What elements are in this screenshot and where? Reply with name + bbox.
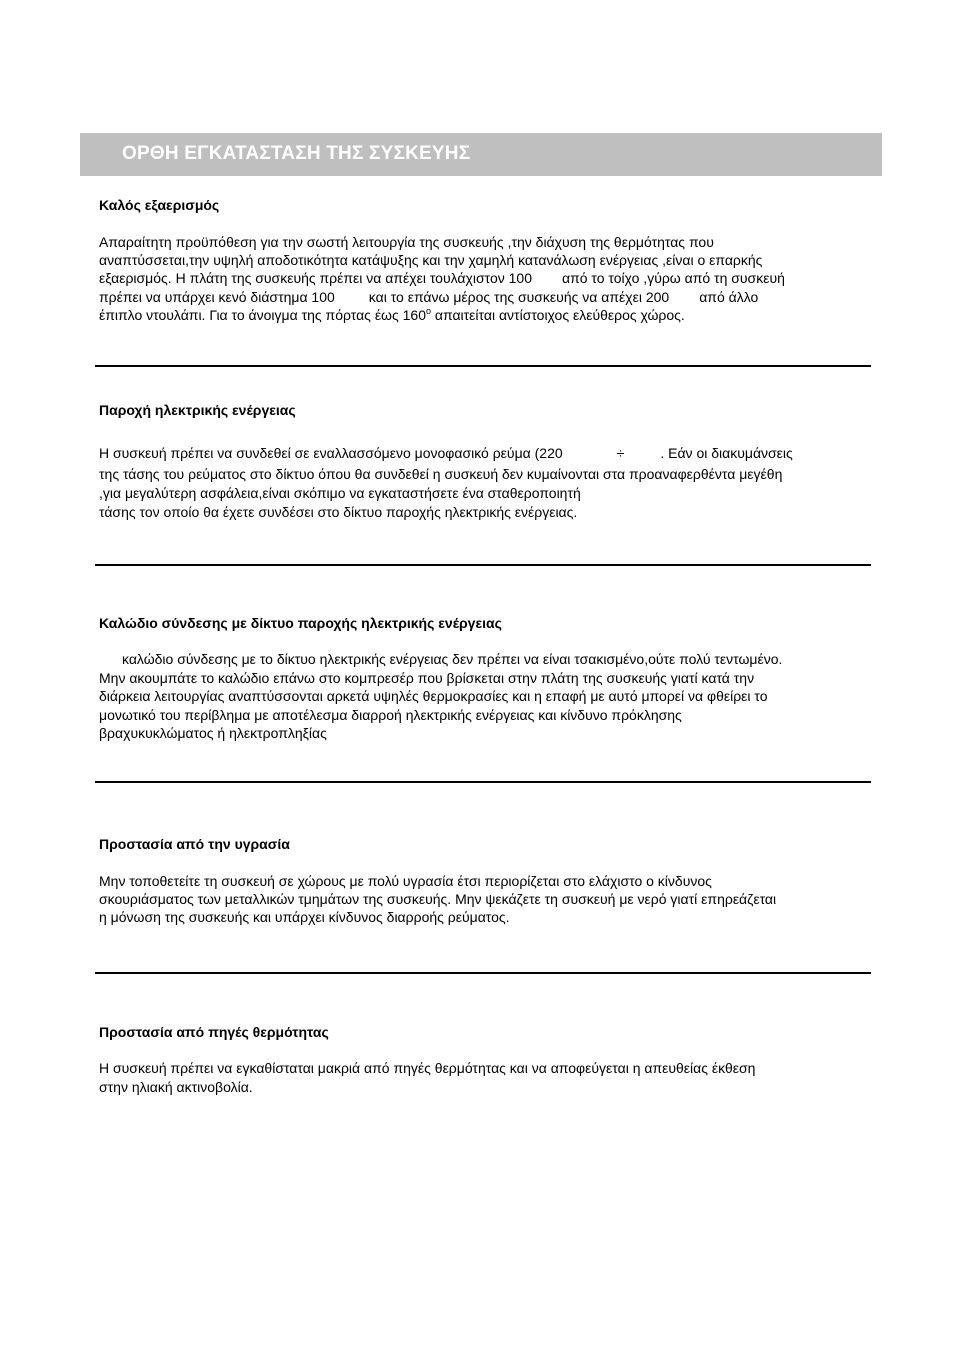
- section-heading-cable: Καλώδιο σύνδεσης με δίκτυο παροχής ηλεκτρικής ενέργειας: [99, 615, 502, 631]
- page-title: ΟΡΘΗ ΕΓΚΑΤΑΣΤΑΣΗ ΤΗΣ ΣΥΣΚΕΥΗΣ: [122, 143, 471, 164]
- text-fragment: Η συσκευή πρέπει να συνδεθεί σε εναλλασσόμενο μονοφασικό ρεύμα (220: [99, 445, 563, 461]
- text-fragment: από το τοίχο ,γύρω από τη συσκευή: [561, 270, 785, 286]
- text-line: ,για μεγαλύτερη ασφάλεια,είναι σκόπιμο να εγκαταστήσετε ένα σταθεροποιητή: [99, 485, 581, 501]
- text-fragment: . Εάν οι διακυμάνσεις: [660, 445, 793, 461]
- text-line: η μόνωση της συσκευής και υπάρχει κίνδυνος διαρροής ρεύματος.: [99, 909, 510, 925]
- text-line: [99, 288, 758, 306]
- text-line: στην ηλιακή ακτινοβολία.: [99, 1079, 253, 1095]
- text-fragment: από άλλο: [699, 289, 759, 305]
- text-line: [99, 306, 685, 324]
- text-line: τάσης τον οποίο θα έχετε συνδέσει στο δίκτυο παροχής ηλεκτρικής ενέργειας.: [99, 504, 578, 520]
- title-banner: [80, 133, 882, 176]
- section-heading-heat: Προστασία από πηγές θερμότητας: [99, 1024, 329, 1040]
- text-fragment: πρέπει να υπάρχει κενό διάστημα 100: [99, 289, 335, 305]
- section-divider: [95, 564, 871, 566]
- text-fragment: απαιτείται αντίστοιχος ελεύθερος χώρος.: [431, 307, 685, 323]
- text-line: [99, 269, 785, 287]
- section-divider: [95, 972, 871, 974]
- degree-sign: ο: [425, 306, 431, 316]
- text-line: αναπτύσσεται,την υψηλή αποδοτικότητα κατάψυξης και την χαμηλή κατανάλωση ενέργειας ,είναι ο επαρκής: [99, 252, 763, 268]
- division-sign: ÷: [616, 445, 625, 461]
- text-line: σκουριάσματος των μεταλλικών τμημάτων της συσκευής. Μην ψεκάζετε τη συσκευή με νερό γιατί επηρεάζεται: [99, 891, 777, 907]
- section-divider: [95, 365, 871, 367]
- text-line: [99, 444, 793, 462]
- text-line: Απαραίτητη προϋπόθεση για την σωστή λειτουργία της συσκευής ,την διάχυση της θερμότητας που: [99, 234, 714, 250]
- text-fragment: έπιπλο ντουλάπι. Για το άνοιγμα της πόρτας έως 160: [99, 307, 426, 323]
- section-heading-humidity: Προστασία από την υγρασία: [99, 836, 290, 852]
- text-line: βραχυκυκλώματος ή ηλεκτροπληξίας: [99, 725, 327, 741]
- text-line: μονωτικό του περίβλημα με αποτέλεσμα διαρροή ηλεκτρικής ενέργειας και κίνδυνο πρόκλησης: [99, 707, 682, 723]
- section-heading-power: Παροχή ηλεκτρικής ενέργειας: [99, 402, 296, 418]
- text-line: Μην τοποθετείτε τη συσκευή σε χώρους με πολύ υγρασία έτσι περιορίζεται στο ελάχιστο ο κίνδυνος: [99, 873, 712, 889]
- text-line: καλώδιο σύνδεσης με το δίκτυο ηλεκτρικής ενέργειας δεν πρέπει να είναι τσακισμένο,ούτε πολύ τεντωμένο.: [122, 651, 783, 667]
- text-line: Η συσκευή πρέπει να εγκαθίσταται μακριά από πηγές θερμότητας και να αποφεύγεται η απευθείας έκθεση: [99, 1060, 756, 1076]
- text-line: διάρκεια λειτουργίας αναπτύσσονται αρκετά υψηλές θερμοκρασίες και η επαφή με αυτό μπορεί να φθείρει το: [99, 688, 768, 704]
- text-fragment: εξαερισμός. Η πλάτη της συσκευής πρέπει να απέχει τουλάχιστον 100: [99, 270, 532, 286]
- text-line: της τάσης του ρεύματος στο δίκτυο όπου θα συνδεθεί η συσκευή δεν κυμαίνονται στα προαναφερθέντα μεγέθη: [99, 466, 783, 482]
- section-divider: [95, 781, 871, 783]
- text-line: Μην ακουμπάτε το καλώδιο επάνω στο κομπρεσέρ που βρίσκεται στην πλάτη της συσκευής γιατί κατά την: [99, 670, 755, 686]
- section-heading-ventilation: Καλός εξαερισμός: [99, 197, 220, 213]
- text-fragment: και το επάνω μέρος της συσκευής να απέχει 200: [368, 289, 670, 305]
